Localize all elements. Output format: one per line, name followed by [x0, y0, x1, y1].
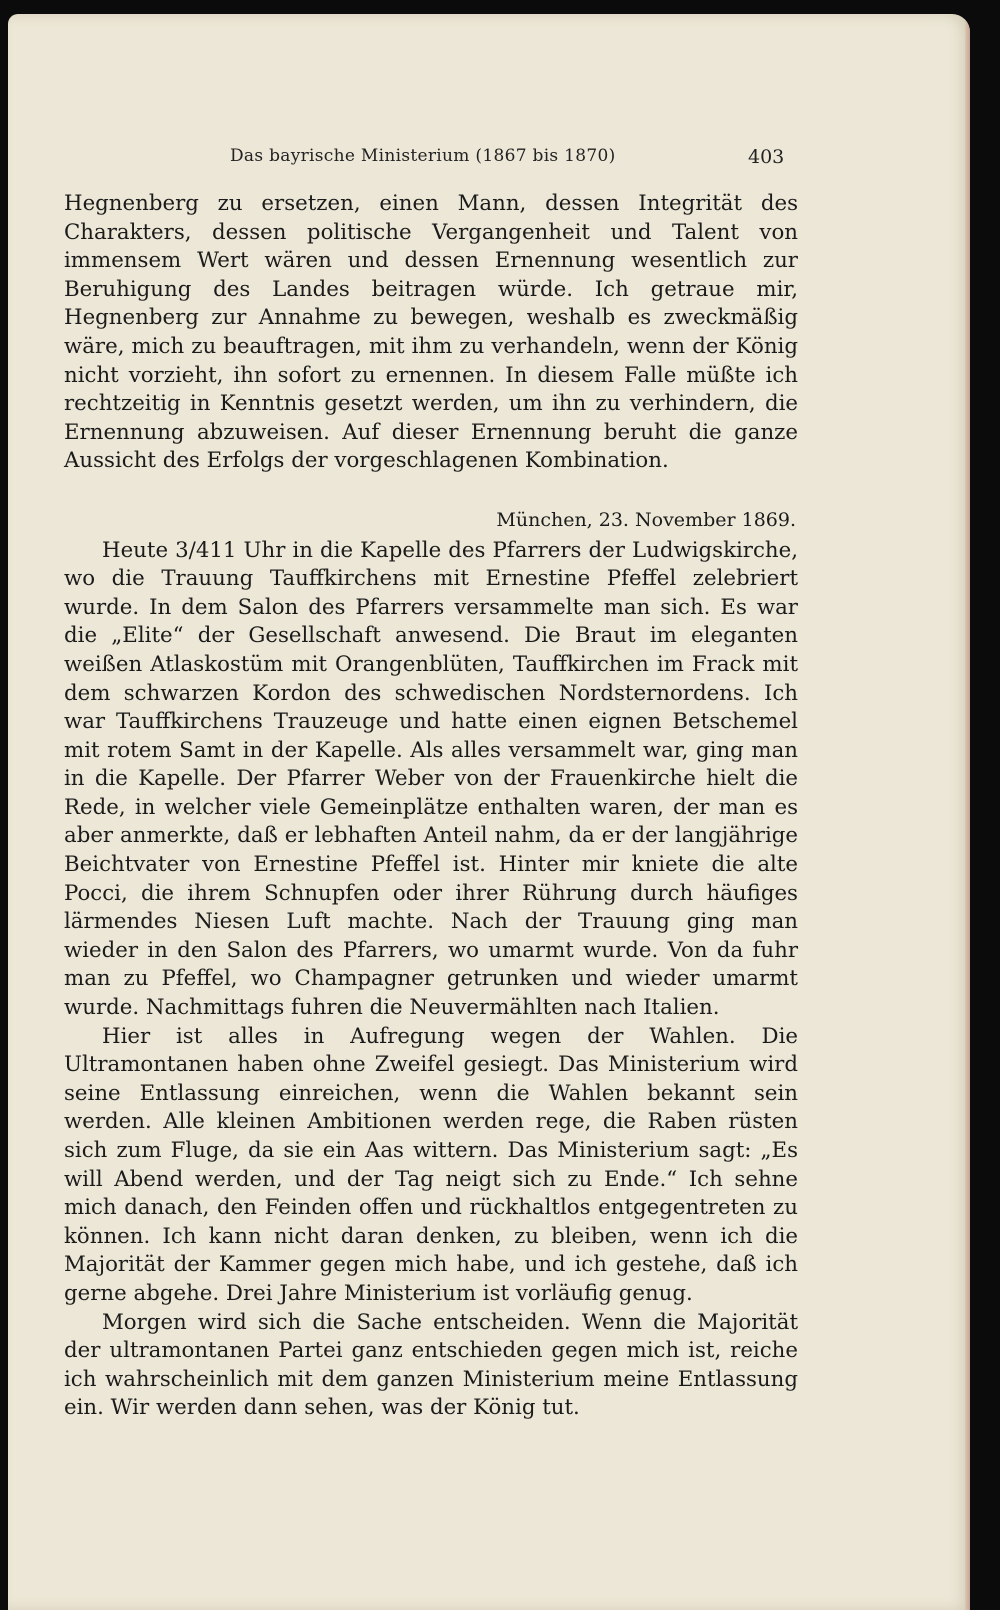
book-page — [8, 14, 970, 1610]
paragraph-continuation: Hegnenberg zu ersetzen, einen Mann, dessen Integrität des Charakters, dessen politische Vergangenheit und Talent von immensem Wert wären und dessen Ernennung wesentlich zur Beruhigung des Landes beitragen würde. Ich getraue mir, Hegnenberg zur Annahme zu bewegen, weshalb es zweckmäßig wäre, mich zu beauftragen, mit ihm zu verhandeln, wenn der König nicht vorzieht, ihn sofort zu ernennen. In diesem Falle müßte ich rechtzeitig in Kenntnis gesetzt werden, um ihn zu verhindern, die Ernennung abzuweisen. Auf dieser Ernennung beruht die ganze Aussicht des Erfolgs der vorgeschlagenen Kombination. — [64, 191, 798, 474]
paragraph-elections: Hier ist alles in Aufregung wegen der Wahlen. Die Ultramontanen haben ohne Zweifel gesiegt. Das Ministerium wird seine Entlassung einreichen, wenn die Wahlen bekannt sein werden. Alle kleinen Ambitionen werden rege, die Raben rüsten sich zum Fluge, da sie ein Aas wittern. Das Ministerium sagt: „Es will Abend werden, und der Tag neigt sich zu Ende.“ Ich sehne mich danach, den Feinden offen und rückhaltlos entgegentreten zu können. Ich kann nicht daran denken, zu bleiben, wenn ich die Majorität der Kammer gegen mich habe, und ich gestehe, daß ich gerne abgehe. Drei Jahre Ministerium ist vorläufig genug. — [64, 1023, 798, 1306]
page-edge — [965, 14, 970, 1610]
running-title: Das bayrische Ministerium (1867 bis 1870) — [230, 146, 616, 166]
paragraph-decision: Morgen wird sich die Sache entscheiden. Wenn die Majorität der ultramontanen Partei ganz entschieden gegen mich ist, reiche ich wahrscheinlich mit dem ganzen Ministerium meine Entlassung ein. Wir werden dann sehen, was der König tut. — [64, 1309, 798, 1421]
paragraph-wedding: Heute 3/411 Uhr in die Kapelle des Pfarrers der Ludwigskirche, wo die Trauung Tauffkirchens mit Ernestine Pfeffel zelebriert wurde. In dem Salon des Pfarrers versammelte man sich. Es war die „Elite“ der Gesellschaft anwesend. Die Braut im eleganten weißen Atlaskostüm mit Orangenblüten, Tauffkirchen im Frack mit dem schwarzen Kordon des schwedischen Nordsternordens. Ich war Tauffkirchens Trauzeuge und hatte einen eignen Betschemel mit rotem Samt in der Kapelle. Als alles versammelt war, ging man in die Kapelle. Der Pfarrer Weber von der Frauenkirche hielt die Rede, in welcher viele Gemeinplätze enthalten waren, der man es aber anmerkte, daß er lebhaften Anteil nahm, da er der langjährige Beichtvater von Ernestine Pfeffel ist. Hinter mir kniete die alte Pocci, die ihrem Schnupfen oder ihrer Rührung durch häufiges lärmendes Niesen Luft machte. Nach der Trauung ging man wieder in den Salon des Pfarrers, wo umarmt wurde. Von da fuhr man zu Pfeffel, wo Champagner getrunken und wieder umarmt wurde. Nachmittags fuhren die Neuvermählten nach Italien. — [64, 537, 798, 1021]
page-number: 403 — [748, 146, 785, 168]
page-header — [8, 142, 970, 172]
dateline: München, 23. November 1869. — [496, 508, 796, 531]
page-body — [64, 190, 798, 1423]
